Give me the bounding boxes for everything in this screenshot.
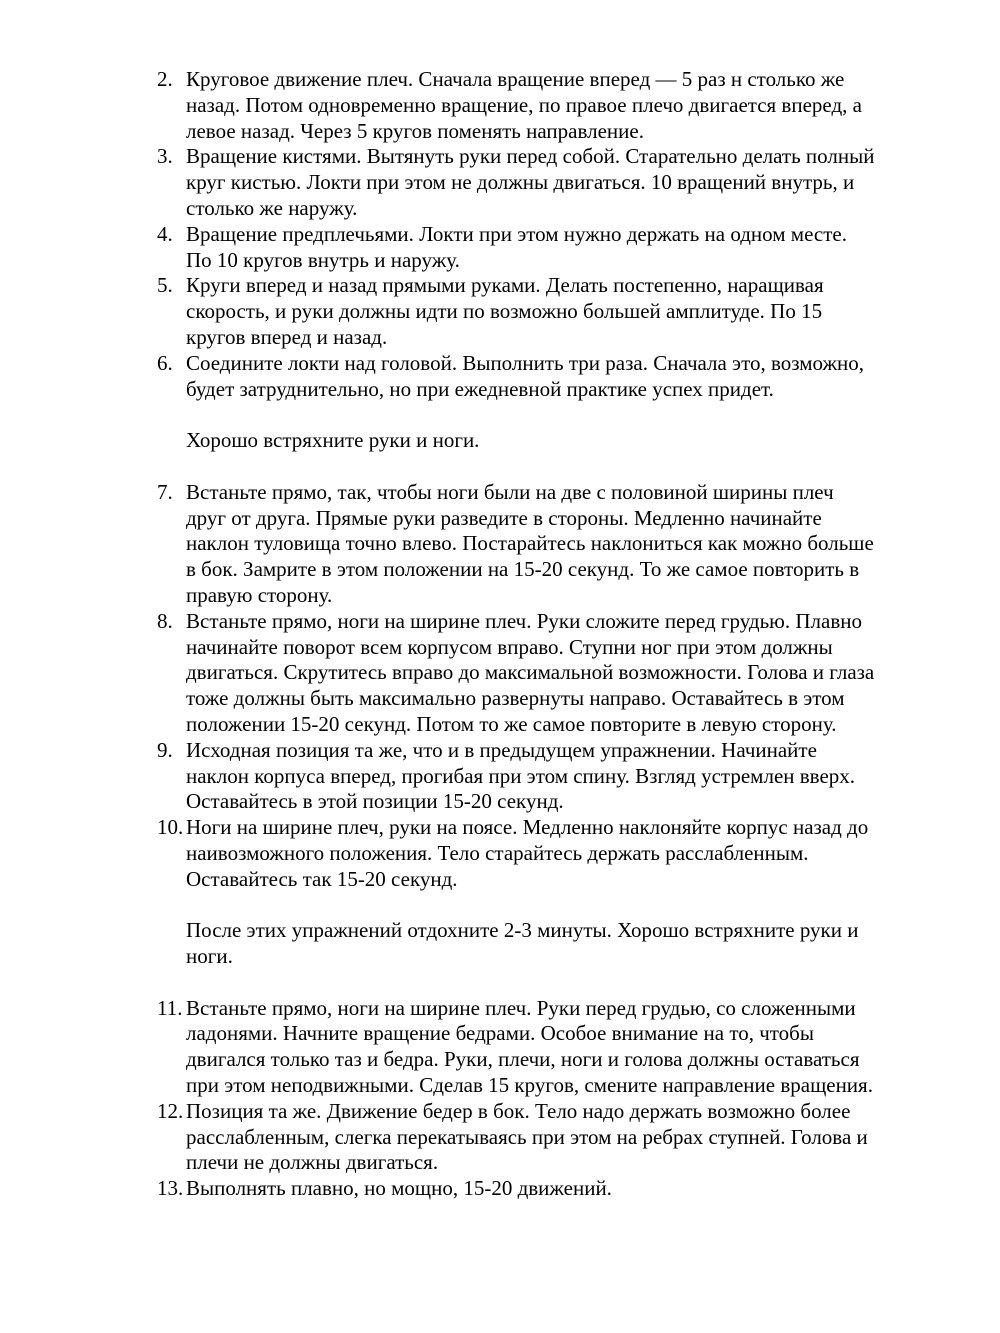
item-number: 11.: [157, 995, 183, 1020]
list-item: [157, 996, 877, 1099]
item-text: Вращение кистями. Вытянуть руки перед собой. Старательно делать полный круг кистью. Локти при этом не должны двигаться. 10 вращений внутрь, и столько же наружу.: [186, 144, 875, 220]
item-text: Позиция та же. Движение бедер в бок. Тело надо держать возможно более расслабленным, слегка перекатываясь при этом на ребрах ступней. Голова и плечи не должны двигаться.: [186, 1098, 868, 1175]
item-number: 2.: [157, 67, 173, 91]
exercise-list-torso: [157, 480, 877, 893]
item-number: 5.: [157, 273, 173, 298]
list-item: [157, 1099, 877, 1176]
item-text: Вращение предплечьями. Локти при этом нужно держать на одном месте. По 10 кругов внутрь и наружу.: [186, 221, 847, 272]
item-text: Круги вперед и назад прямыми руками. Делать постепенно, наращивая скорость, и руки должны идти по возможно большей амплитуде. По 15 кругов вперед и назад.: [186, 273, 824, 349]
rest-note-1: Хорошо встряхните руки и ноги.: [186, 428, 480, 453]
item-text: Ноги на ширине плеч, руки на поясе. Медленно наклоняйте корпус назад до наивозможного положения. Тело старайтесь держать расслабленным. Оставайтесь так 15-20 секунд.: [186, 815, 869, 891]
item-text: Круговое движение плеч. Сначала вращение вперед — 5 раз н столько же назад. Потом одновременно вращение, по правое плечо двигается вперед, а левое назад. Через 5 кругов поменять направление.: [186, 67, 862, 143]
item-number: 10.: [157, 815, 184, 840]
item-text: Встаньте прямо, ноги на ширине плеч. Руки сложите перед грудью. Плавно начинайте поворот всем корпусом вправо. Ступни ног при этом должны двигаться. Скрутитесь вправо до максимальной возможности. Голова и глаза тоже должны быть максимально развернуты направо. Оставайтесь в этом положении 15-20 секунд. Потом то же самое повторите в левую сторону.: [186, 608, 875, 736]
item-number: 6.: [157, 350, 173, 375]
rest-note-2: После этих упражнений отдохните 2-3 минуты. Хорошо встряхните руки и ноги.: [186, 918, 859, 969]
list-item: [157, 351, 877, 403]
item-number: 4.: [157, 221, 173, 246]
item-text: Встаньте прямо, так, чтобы ноги были на две с половиной ширины плеч друг от друга. Прямые руки разведите в стороны. Медленно начинайте наклон туловища точно влево. Постарайтесь наклониться как можно больше в бок. Замрите в этом положении на 15-20 секунд. То же самое повторить в правую сторону.: [186, 479, 874, 607]
list-item: [157, 609, 877, 738]
exercise-list-hips: [157, 996, 877, 1202]
exercise-list-shoulders-arms: [157, 67, 877, 402]
list-item: [157, 67, 877, 144]
list-item: [157, 1176, 877, 1202]
item-text: Соедините локти над головой. Выполнить три раза. Сначала это, возможно, будет затруднительно, но при ежедневной практике успех придет.: [186, 350, 865, 401]
item-text: Исходная позиция та же, что и в предыдущем упражнении. Начинайте наклон корпуса вперед, прогибая при этом спину. Взгляд устремлен вверх. Оставайтесь в этой позиции 15-20 секунд.: [186, 737, 856, 814]
document-body: [157, 67, 877, 1202]
list-item: [157, 815, 877, 892]
item-number: 7.: [157, 479, 173, 504]
list-item: [157, 222, 877, 274]
item-text: Выполнять плавно, но мощно, 15-20 движений.: [186, 1176, 612, 1201]
item-number: 3.: [157, 144, 173, 169]
list-item: [157, 738, 877, 815]
list-item: [157, 273, 877, 350]
item-text: Встаньте прямо, ноги на ширине плеч. Руки перед грудью, со сложенными ладонями. Начните вращение бедрами. Особое внимание на то, чтобы двигался только таз и бедра. Руки, плечи, ноги и голова должны оставаться при этом неподвижными. Сделав 15 кругов, смените направление вращения.: [186, 995, 873, 1098]
list-item: [157, 480, 877, 609]
item-number: 12.: [157, 1098, 184, 1123]
item-number: 13.: [157, 1176, 184, 1201]
item-number: 8.: [157, 608, 173, 633]
item-number: 9.: [157, 737, 173, 762]
list-item: [157, 144, 877, 221]
